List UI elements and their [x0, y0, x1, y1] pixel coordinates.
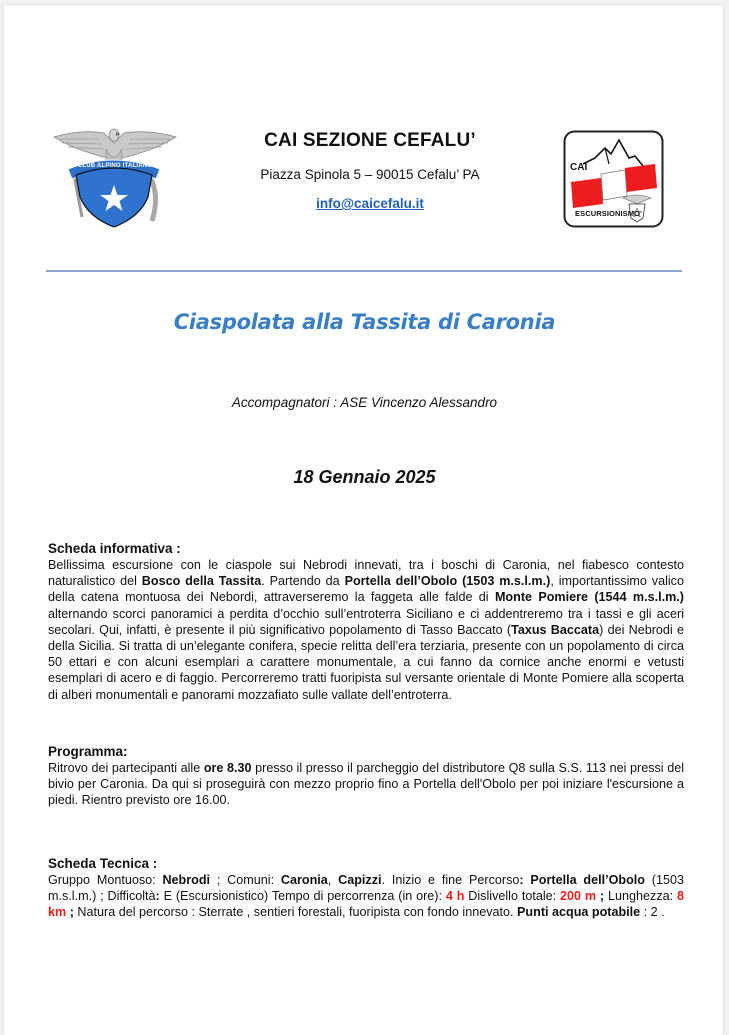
header-divider: [46, 270, 682, 272]
bold-text: Capizzi: [338, 873, 382, 887]
body-text: Dislivello totale:: [464, 889, 560, 904]
body-text: (1503 m.s.l.m.) ; Difficoltà: [48, 873, 685, 904]
event-date: 18 Gennaio 2025: [293, 467, 436, 487]
logo-cai-text: CAI: [570, 162, 588, 173]
body-text: , importantissimo valico della catena montuosa dei Nebordi, attraverseremo la faggeta alle falde di: [48, 574, 684, 605]
body-text: Bellissima escursione con le ciaspole sui Nebrodi innevati, tra i boschi di Caronia, nel fiabesco contesto naturalistico del: [48, 558, 684, 589]
bold-text: Bosco della Tassita: [141, 574, 262, 589]
highlight-value: 200 m: [560, 889, 597, 904]
highlight-value: 8 km: [48, 889, 684, 920]
body-text: Ritrovo dei partecipanti alle: [48, 761, 204, 775]
bold-text: Punti acqua potabile: [517, 905, 641, 920]
body-text: . Inizio e fine Percorso: [381, 873, 520, 887]
body-text: ,: [327, 873, 339, 887]
highlight-value: 4 h: [445, 889, 465, 904]
bold-text: Portella dell’Obolo (1503 m.s.l.m.): [344, 574, 551, 589]
section-programma: [48, 744, 684, 809]
section-heading: Scheda Tecnica :: [48, 856, 158, 871]
logo-escursionismo-text: ESCURSIONISMO: [575, 209, 641, 218]
section-scheda-informativa: [48, 541, 684, 703]
body-text: presso il presso il parcheggio del distributore Q8 sulla S.S. 113 nei pressi del bivio per Caronia. Da qui si proseguirà con mezzo proprio fino a Portella dell'Obolo per poi iniziare l'escursione a piedi. Rientro previsto ore 16.00.: [48, 761, 684, 808]
org-name: CAI SEZIONE CEFALU’: [264, 130, 476, 151]
body-text: Lunghezza:: [604, 889, 677, 904]
event-guides: Accompagnatori : ASE Vincenzo Alessandro: [231, 395, 498, 410]
section-body: [48, 760, 684, 809]
bold-text: Monte Pomiere (1544 m.s.l.m.): [494, 590, 684, 605]
body-text: : 2 .: [640, 905, 665, 920]
bold-text: :: [155, 889, 160, 904]
bold-text: Nebrodi: [162, 873, 211, 887]
section-heading: Programma:: [48, 744, 128, 759]
body-text: E (Escursionistico) Tempo di percorrenza (in ore):: [159, 889, 446, 904]
body-text: ) dei Nebrodi e della Sicilia. Si tratta di un’elegante conifera, specie relitta dell’era terziaria, presente con un popolamento di circa 50 ettari e con alcuni esemplari a carattere monumentale, a cui fanno da cornice anche enormi e vetusti esemplari di acero e di faggio. Percorreremo tratti fuoripista sul versante orientale di Monte Pomiere alla scoperta di alberi monumentali e panorami mozzafiato sulle vallate dell’entroterra.: [48, 622, 684, 702]
bold-text: Caronia: [280, 873, 328, 887]
bold-text: : Portella dell’Obolo: [519, 873, 645, 887]
section-body: [48, 557, 684, 703]
body-text: . Partendo da: [261, 574, 345, 589]
org-address: Piazza Spinola 5 – 90015 Cefalu’ PA: [260, 167, 480, 182]
section-scheda-tecnica: [48, 856, 684, 921]
body-text: ; Comuni:: [210, 873, 281, 887]
body-text: Natura del percorso : Sterrate , sentieri forestali, fuoripista con fondo innevato.: [73, 905, 518, 920]
body-text: alternando scorci panoramici a perdita d’occhio sull’entroterra Siciliano e ci addentreremo tra i tassi e gli aceri secolari. Qui, infatti, è presente il più significativo popolamento di Tasso Baccato (: [48, 606, 684, 637]
bold-text: ;: [66, 905, 74, 920]
body-text: Gruppo Montuoso:: [48, 873, 163, 887]
email-link[interactable]: info@caicefalu.it: [316, 196, 424, 211]
section-body: [48, 872, 684, 921]
bold-text: Taxus Baccata: [511, 622, 600, 637]
section-heading: Scheda informativa :: [48, 541, 181, 556]
bold-text: ;: [596, 889, 605, 904]
logo-banner-text: CLUB ALPINO ITALIANO: [77, 163, 153, 169]
bold-text: ore 8.30: [203, 761, 252, 775]
event-title: Ciaspolata alla Tassita di Caronia: [173, 310, 556, 334]
cai-eagle-shield-logo-icon: [52, 125, 178, 230]
